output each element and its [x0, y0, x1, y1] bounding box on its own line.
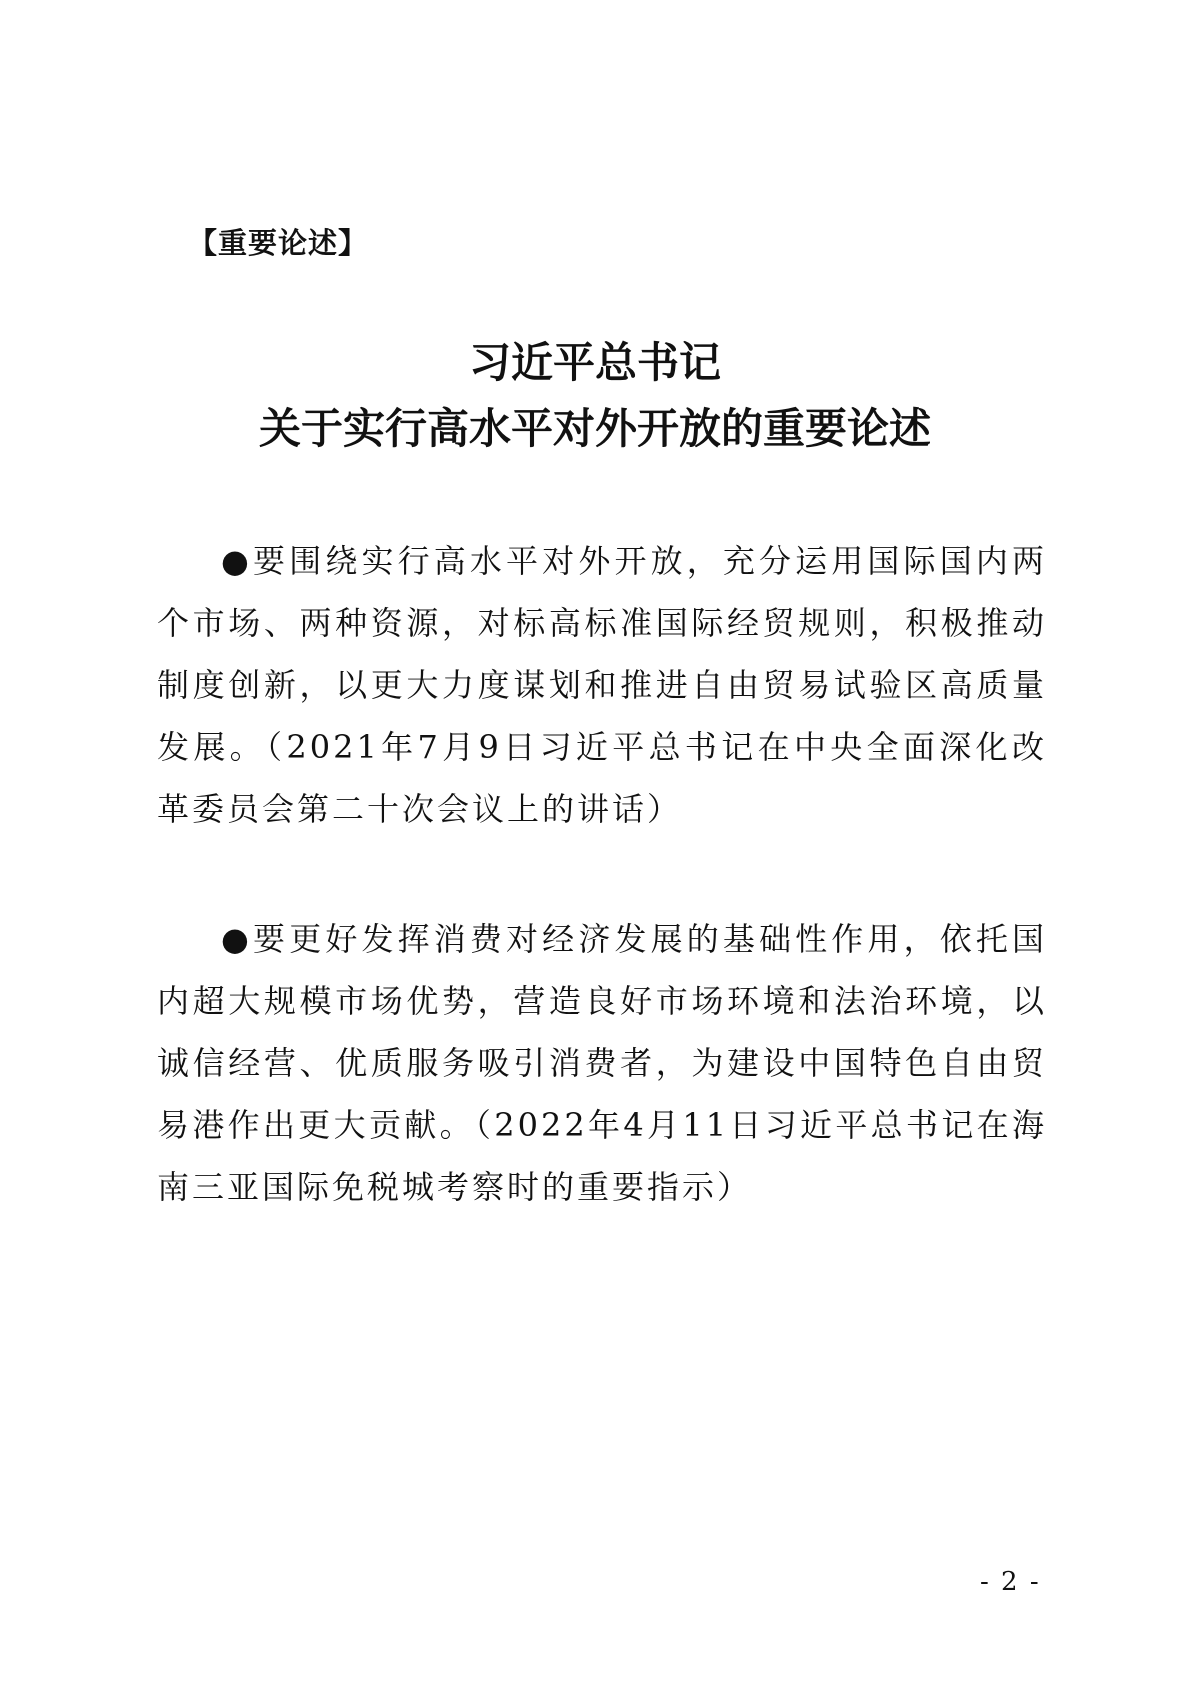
- page-number: - 2 -: [980, 1567, 1041, 1597]
- quote-source-2: （2022年4月11日习近平总书记在海南三亚国际免税城考察时的重要指示）: [157, 1106, 1047, 1206]
- quote-source-1: （2021年7月9日习近平总书记在中央全面深化改革委员会第二十次会议上的讲话）: [157, 728, 1047, 828]
- quote-paragraph-2: [157, 908, 1047, 1218]
- quote-body-1: ●要围绕实行高水平对外开放，充分运用国际国内两个市场、两种资源，对标高标准国际经贸规则，积极推动制度创新，以更大力度谋划和推进自由贸易试验区高质量发展。: [157, 542, 1047, 766]
- quote-body-2: ●要更好发挥消费对经济发展的基础性作用，依托国内超大规模市场优势，营造良好市场环境和法治环境，以诚信经营、优质服务吸引消费者，为建设中国特色自由贸易港作出更大贡献。: [157, 920, 1047, 1144]
- document-title: [0, 330, 1190, 462]
- title-line-2: 关于实行高水平对外开放的重要论述: [258, 404, 931, 453]
- quote-paragraph-1: [157, 530, 1047, 840]
- section-tag: 【重要论述】: [188, 226, 369, 260]
- title-line-1: 习近平总书记: [468, 338, 721, 387]
